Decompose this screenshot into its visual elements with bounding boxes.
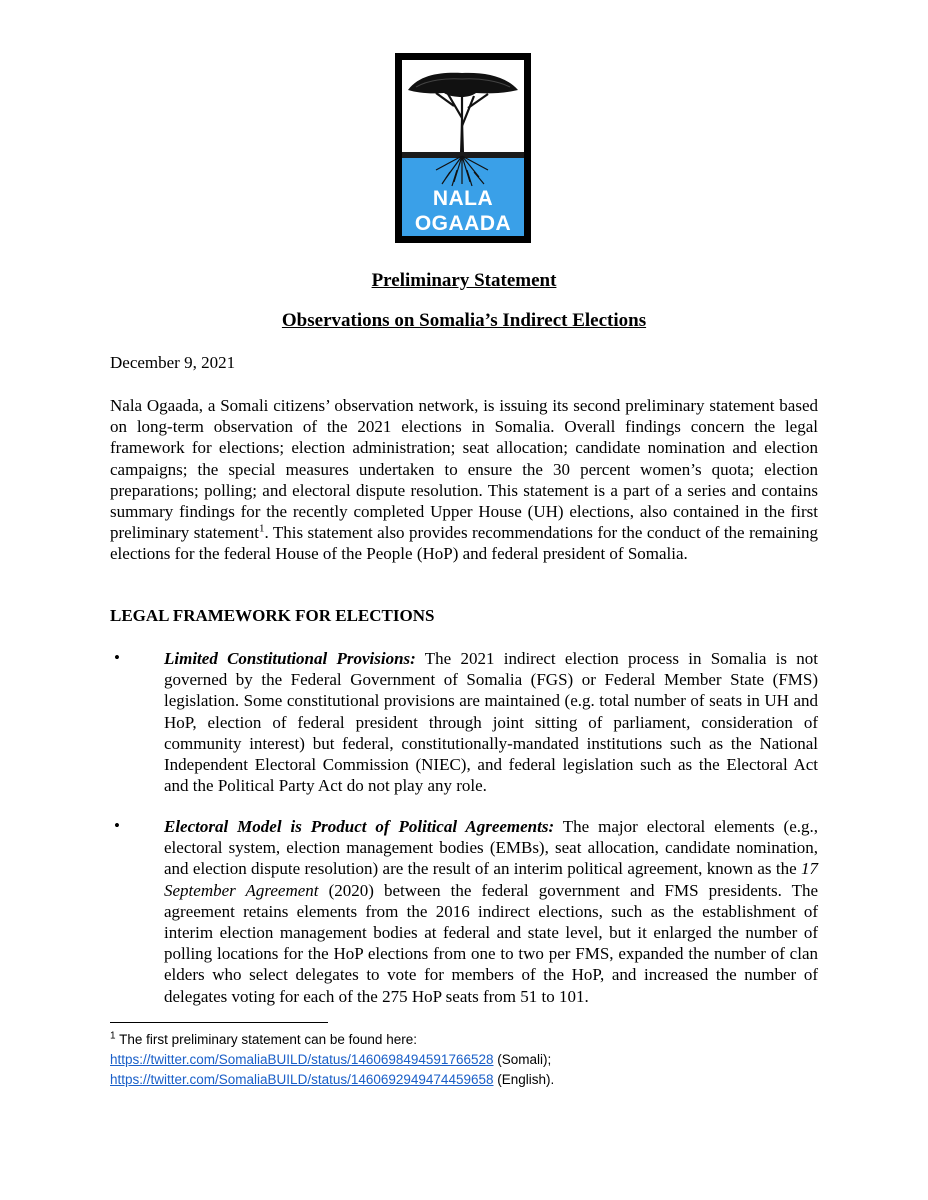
english-statement-link[interactable]: https://twitter.com/SomaliaBUILD/status/1460692949474459658 (110, 1072, 494, 1087)
list-item-text-end: (2020) between the federal government and FMS presidents. The agreement retains elements from the 2016 indirect elections, such as the establishment of interim election management bodies at federal and state level, but it enlarged the number of polling locations for the HoP elections from one to two per FMS, expanded the number of clan elders who select delegates to vote for members of the HoP, and increased the number of delegates voting for each of the 275 HoP seats from 51 to 101. (164, 880, 819, 1006)
bullet-marker: • (114, 648, 120, 667)
page-subtitle: Observations on Somalia’s Indirect Elections (281, 310, 647, 331)
somali-statement-link[interactable]: https://twitter.com/SomaliaBUILD/status/1460698494591766528 (110, 1052, 494, 1067)
intro-text-start: Nala Ogaada, a Somali citizens’ observation network, is issuing its second preliminary statement based on long-term observation of the 2021 elections in Somalia. Overall findings concern the legal framework for elections; election administration; seat allocation; candidate nomination and election campaigns; the special measures undertaken to ensure the 30 percent women’s quota; election preparations; polling; and electoral dispute resolution. This statement is a part of a series and contains summary findings for the recently completed Upper House (UH) elections, also contained in the first preliminary statement (110, 396, 818, 543)
list-item-text: The 2021 indirect election process in Somalia is not governed by the Federal Government of Somalia (FGS) or Federal Member State (FMS) legislation. Some constitutional provisions are maintained (e.g. total number of seats in UH and HoP, election of federal president through joint sitting of parliament, consideration of community interest) but federal, constitutionally-mandated institutions such as the National Independent Electoral Commission (NIEC), and federal legislation such as the Electoral Act and the Political Party Act do not play any role. (164, 649, 818, 796)
list-item-text-start: The major electoral elements (e.g., electoral system, election management bodies (EMBs), seat allocation, candidate nomination, and election dispute resolution) are the result of an interim political agreement, known as the (164, 817, 818, 879)
agreement-name: 17 September Agreement (164, 859, 818, 900)
section-heading: LEGAL FRAMEWORK FOR ELECTIONS (110, 606, 435, 625)
logo-panel (402, 60, 524, 236)
list-item-lead: Electoral Model is Product of Political Agreements: (164, 817, 555, 836)
nala-ogaada-logo (395, 53, 531, 243)
statement-date: December 9, 2021 (110, 353, 236, 372)
list-item-electoral-model (164, 816, 818, 1007)
link-suffix: (Somali); (493, 1052, 552, 1067)
logo-word-ogaada: OGAADA (414, 212, 512, 235)
footnote-number: 1 (110, 1030, 116, 1042)
footnote-line (110, 1050, 818, 1070)
link-suffix: (English). (493, 1072, 555, 1087)
bullet-marker: • (114, 816, 120, 835)
footnote (110, 1030, 818, 1090)
footnote-line (110, 1070, 818, 1090)
intro-paragraph (110, 395, 818, 565)
footnote-divider (110, 1022, 328, 1023)
page-title: Preliminary Statement (371, 270, 557, 291)
list-item-lead: Limited Constitutional Provisions: (164, 649, 416, 668)
footnote-reference[interactable]: 1 (258, 522, 265, 535)
list-item-constitutional-provisions (164, 648, 818, 796)
intro-text-end: . This statement also provides recommendations for the conduct of the remaining elections for the federal House of the People (HoP) and federal president of Somalia. (110, 523, 818, 564)
footnote-text: The first preliminary statement can be found here: (115, 1032, 417, 1047)
footnote-line (110, 1030, 818, 1050)
logo-word-nala: NALA (432, 187, 494, 210)
